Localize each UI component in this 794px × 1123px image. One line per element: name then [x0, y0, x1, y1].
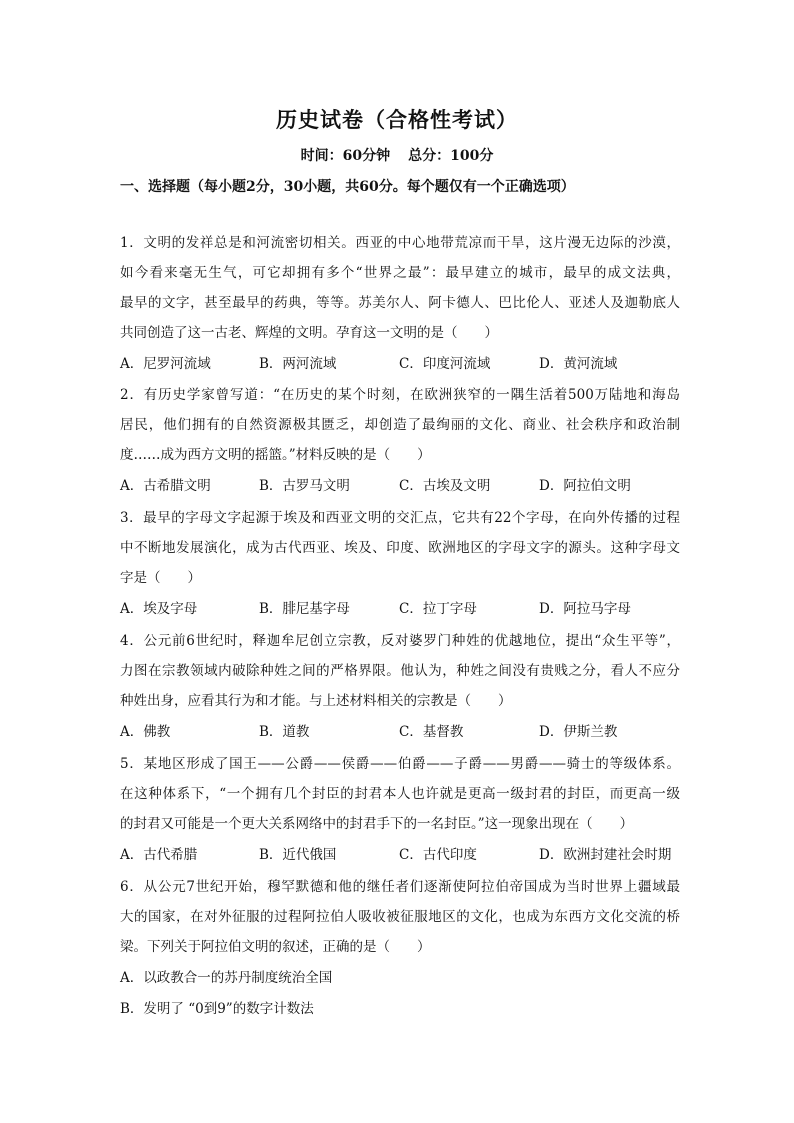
question-3-line-3: 字是（ ） — [120, 570, 201, 586]
question-2-line-3: 度……成为西方文明的摇篮。”材料反映的是（ ） — [120, 447, 431, 463]
option-d: D．欧洲封建社会时期 — [539, 847, 672, 863]
question-3-line-1: 3．最早的字母文字起源于埃及和西亚文明的交汇点，它共有22个字母，在向外传播的过程 — [120, 510, 680, 526]
option-b: B．道教 — [259, 724, 310, 740]
exam-total-score: 总分：100分 — [408, 148, 494, 164]
option-c: C．拉丁字母 — [399, 601, 477, 617]
option-c: C．印度河流域 — [399, 356, 491, 372]
option-c: C．基督教 — [399, 724, 464, 740]
question-6-line-2: 大的国家，在对外征服的过程阿拉伯人吸收被征服地区的文化，也成为东西方文化交流的桥 — [120, 909, 680, 925]
option-c: C．古代印度 — [399, 847, 477, 863]
question-6-line-3: 梁。下列关于阿拉伯文明的叙述，正确的是（ ） — [120, 939, 431, 955]
question-5-line-2: 在这种体系下，“一个拥有几个封臣的封君本人也许就是更高一级封君的封臣，而更高一级 — [120, 786, 680, 802]
question-3-line-2: 中不断地发展演化，成为古代西亚、埃及、印度、欧洲地区的字母文字的源头。这种字母文 — [120, 540, 680, 556]
exam-subtitle — [0, 145, 794, 165]
question-5-line-1: 5．某地区形成了国王——公爵——侯爵——伯爵——子爵——男爵——骑士的等级体系。 — [120, 756, 680, 772]
question-1-line-3: 最早的文字，甚至最早的药典，等等。苏美尔人、阿卡德人、巴比伦人、亚述人及迦勒底人 — [120, 295, 680, 311]
option-b: B．古罗马文明 — [259, 478, 350, 494]
option-d: D．伊斯兰教 — [539, 724, 618, 740]
question-4-line-1: 4．公元前6世纪时，释迦牟尼创立宗教，反对婆罗门种姓的优越地位，提出“众生平等”， — [120, 633, 680, 649]
option-d: D．阿拉伯文明 — [539, 478, 631, 494]
question-4-line-2: 力图在宗教领域内破除种姓之间的严格界限。他认为，种姓之间没有贵贱之分，看人不应分 — [120, 663, 680, 679]
option-d: D．阿拉马字母 — [539, 601, 631, 617]
option-a: A．埃及字母 — [120, 601, 198, 617]
option-a: A．尼罗河流域 — [120, 356, 211, 372]
section-heading: 一、选择题（每小题2分，30小题，共60分。每个题仅有一个正确选项） — [120, 179, 575, 195]
option-a: A．古希腊文明 — [120, 478, 211, 494]
question-1-line-4: 共同创造了这一古老、辉煌的文明。孕育这一文明的是（ ） — [120, 325, 498, 341]
question-5-line-3: 的封君又可能是一个更大关系网络中的封君手下的一名封臣。”这一现象出现在（ ） — [120, 816, 634, 832]
option-b: B．近代俄国 — [259, 847, 337, 863]
question-1-line-1: 1．文明的发祥总是和河流密切相关。西亚的中心地带荒凉而干旱，这片漫无边际的沙漠， — [120, 235, 680, 251]
question-2-line-2: 居民，他们拥有的自然资源极其匮乏，却创造了最绚丽的文化、商业、社会秩序和政治制 — [120, 417, 680, 433]
option-d: D．黄河流域 — [539, 356, 618, 372]
option-b: B．腓尼基字母 — [259, 601, 350, 617]
option-a: A．佛教 — [120, 724, 171, 740]
question-6-line-1: 6．从公元7世纪开始，穆罕默德和他的继任者们逐渐使阿拉伯帝国成为当时世界上疆域最 — [120, 879, 680, 895]
option-a: A．古代希腊 — [120, 847, 198, 863]
option-c: C．古埃及文明 — [399, 478, 491, 494]
question-6-option-b: B．发明了 “0到9”的数字计数法 — [120, 1001, 314, 1017]
question-4-line-3: 种姓出身，应看其行为和才能。与上述材料相关的宗教是（ ） — [120, 693, 512, 709]
exam-time: 时间：60分钟 — [300, 148, 391, 164]
question-2-line-1: 2．有历史学家曾写道：“在历史的某个时刻，在欧洲狭窄的一隅生活着500万陆地和海岛 — [120, 387, 680, 403]
question-6-option-a: A．以政教合一的苏丹制度统治全国 — [120, 970, 333, 986]
question-1-line-2: 如今看来毫无生气，可它却拥有多个“世界之最”：最早建立的城市，最早的成文法典， — [120, 265, 680, 281]
option-b: B．两河流域 — [259, 356, 337, 372]
exam-title: 历史试卷（合格性考试） — [276, 107, 518, 132]
